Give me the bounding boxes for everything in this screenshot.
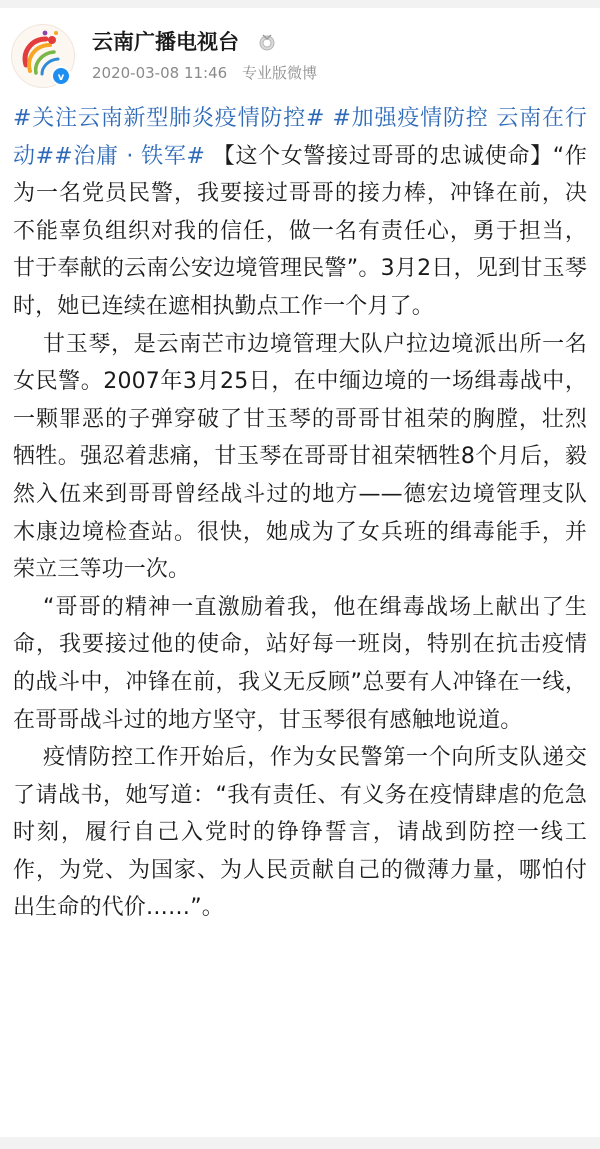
svg-text:v: v (57, 72, 65, 82)
post-text: “作为一名党员民警，我要接过哥哥的接力棒，冲锋在前，决不能辜负组织对我的信任，做一名有责任心，勇于担当，甘于奉献的云南公安边境管理民警”。3月2日，见到甘玉琴时，她已连续在遮相执勤点工作一个月了。 (13, 143, 587, 319)
post-content (13, 100, 587, 927)
post-title: 【这个女警接过哥哥的忠诚使命】 (212, 143, 553, 169)
hashtag-link[interactable]: #治庸 · 铁军# (54, 143, 206, 169)
post-meta (92, 62, 327, 84)
post-source: 专业版微博 (241, 64, 317, 82)
medal-icon (257, 32, 277, 52)
post-header (0, 18, 600, 98)
post-paragraph-2: 甘玉琴，是云南芒市边境管理大队户拉边境派出所一名女民警。2007年3月25日，在中缅边境的一场缉毒战中，一颗罪恶的子弹穿破了甘玉琴的哥哥甘祖荣的胸膛，壮烈牺牲。强忍着悲痛，甘玉琴在哥哥甘祖荣牺牲8个月后，毅然入伍来到哥哥曾经战斗过的地方——德宏边境管理支队木康边境检查站。很快，她成为了女兵班的缉毒能手，并荣立三等功一次。 (13, 331, 587, 583)
account-name[interactable]: 云南广播电视台 (92, 30, 239, 54)
post-paragraph-4: 疫情防控工作开始后，作为女民警第一个向所支队递交了请战书，她写道：“我有责任、有义务在疫情肆虐的危急时刻，履行自己入党时的铮铮誓言，请战到防控一线工作，为党、为国家、为人民贡献自己的微薄力量，哪怕付出生命的代价……”。 (13, 745, 587, 921)
top-divider (0, 0, 600, 8)
verified-badge-icon (51, 66, 71, 86)
hashtag-link[interactable]: #关注云南新型肺炎疫情防控# (13, 106, 325, 131)
post-paragraph-1 (13, 100, 587, 326)
hashtag-link[interactable]: #加强疫情防控 云南在行动# (13, 106, 587, 169)
post-timestamp: 2020-03-08 11:46 (92, 64, 228, 82)
bottom-divider (0, 1137, 600, 1149)
post-paragraph-3: “哥哥的精神一直激励着我，他在缉毒战场上献出了生命，我要接过他的使命，站好每一班岗，特别在抗击疫情的战斗中，冲锋在前，我义无反顾”总要有人冲锋在一线，在哥哥战斗过的地方坚守，甘玉琴很有感触地说道。 (13, 594, 587, 733)
